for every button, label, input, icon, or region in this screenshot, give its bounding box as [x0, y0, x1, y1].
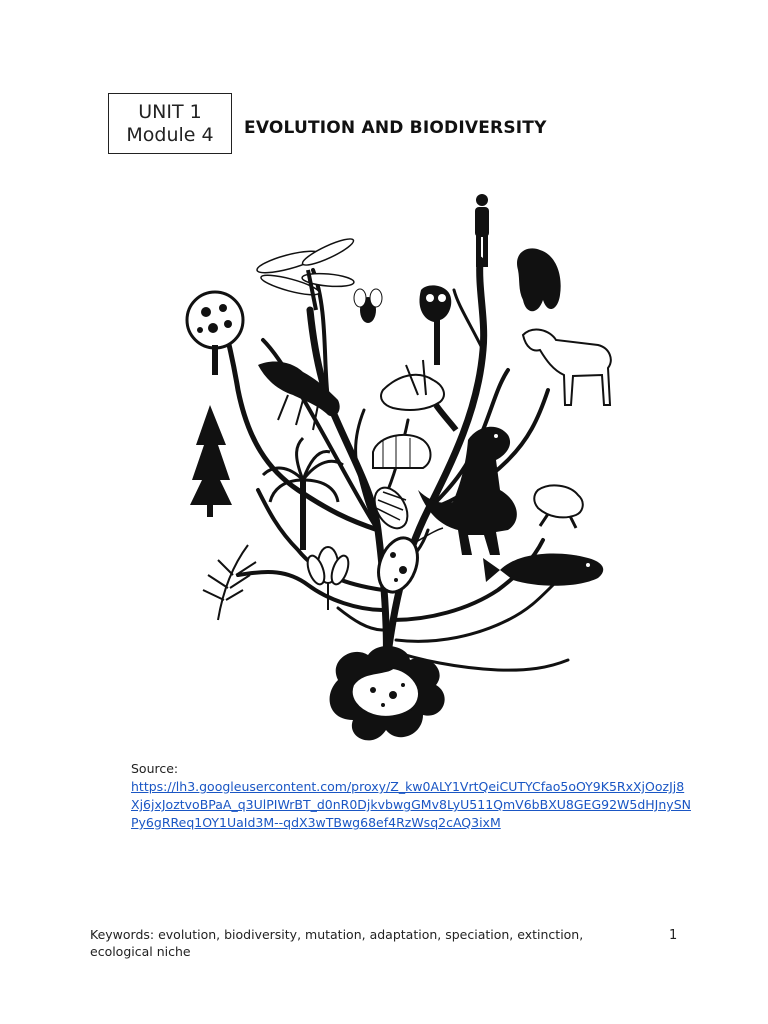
- page-title: EVOLUTION AND BIODIVERSITY: [244, 118, 547, 138]
- tree-of-life-illustration: [178, 190, 618, 755]
- unit-label: UNIT 1: [138, 100, 202, 123]
- keywords-footer: Keywords: evolution, biodiversity, mutation, adaptation, speciation, extinction, ecological niche: [90, 927, 584, 959]
- source-label: Source:: [131, 761, 179, 776]
- page-number: 1: [669, 928, 678, 943]
- source-citation: [131, 760, 691, 832]
- source-link[interactable]: https://lh3.googleusercontent.com/proxy/Z_kw0ALY1VrtQeiCUTYCfao5oOY9K5RxXjOozJj8Xj6jxJoztvoBPaA_q3UlPIWrBT_d0nR0DjkvbwgGMv8LyU511QmV6bBXU8GEG92W5dHJnySNPy6gRReq1OY1UaId3M--qdX3wTBwg68ef4RzWsq2cAQ3ixM: [131, 779, 691, 830]
- module-label: Module 4: [126, 123, 214, 146]
- unit-module-box: [108, 93, 232, 154]
